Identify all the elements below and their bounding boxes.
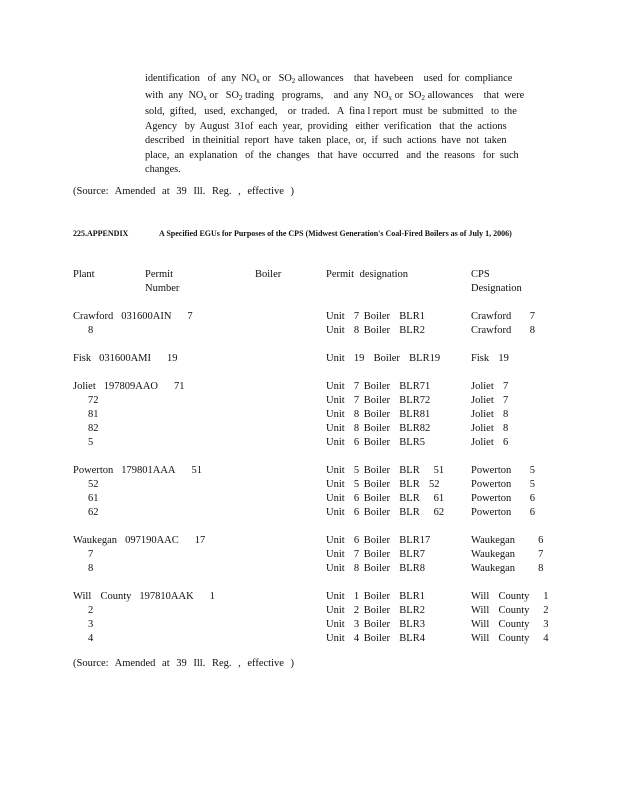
permit-designation: Unit 7 Boiler BLR7 [326, 549, 425, 560]
intro-paragraph [145, 72, 531, 178]
boiler-number: 2 [88, 605, 94, 616]
boiler-number: 4 [88, 633, 94, 644]
permit-designation: Unit 8 Boiler BLR82 [326, 423, 431, 434]
header-boiler: Boiler [255, 269, 282, 280]
boiler-number: 81 [88, 409, 99, 420]
paragraph-line [145, 105, 531, 120]
cps-designation: Joliet 7 [471, 381, 509, 392]
subscript: 2 [238, 93, 243, 102]
boiler-number: 7 [88, 549, 94, 560]
source-note-bottom: (Source: Amended at 39 Ill. Reg. , effective ) [73, 658, 295, 669]
boiler-number: 3 [88, 619, 94, 630]
permit-designation: Unit 3 Boiler BLR3 [326, 619, 425, 630]
boiler-number: 62 [88, 507, 99, 518]
paragraph-line [145, 72, 531, 89]
header-permit-line1: Permit [145, 269, 173, 280]
appendix-number: 225.APPENDIX [73, 229, 129, 238]
paragraph-text: trading programs, and any NO [242, 89, 389, 101]
paragraph-text: described in theinitial report have taken place, or, if such actions have not taken [145, 135, 507, 146]
header-cps-line2: Designation [471, 283, 522, 294]
permit-designation: Unit 8 Boiler BLR2 [326, 325, 425, 336]
paragraph-text: or SO [206, 89, 239, 101]
header-cps-line1: CPS [471, 269, 490, 280]
cps-designation: Fisk 19 [471, 353, 509, 364]
permit-designation: Unit 7 Boiler BLR72 [326, 395, 431, 406]
boiler-number: 52 [88, 479, 99, 490]
permit-number: 097190AAC [125, 535, 179, 546]
permit-designation: Unit 6 Boiler BLR17 [326, 535, 431, 546]
permit-designation: Unit 8 Boiler BLR8 [326, 563, 425, 574]
permit-designation: Unit 4 Boiler BLR4 [326, 633, 425, 644]
boiler-number: 82 [88, 423, 99, 434]
cps-designation: Crawford 7 [471, 311, 535, 322]
cps-designation: Joliet 7 [471, 395, 509, 406]
boiler-number: 7 [187, 311, 193, 322]
permit-designation: Unit 7 Boiler BLR1 [326, 311, 425, 322]
boiler-number: 17 [194, 535, 206, 546]
boiler-number: 5 [88, 437, 94, 448]
plant-name: Will County [73, 591, 132, 602]
plant-name: Powerton [73, 465, 114, 476]
boiler-number: 72 [88, 395, 99, 406]
boiler-number: 51 [191, 465, 202, 476]
paragraph-line [145, 163, 531, 178]
cps-designation: Will County 1 [471, 591, 549, 602]
permit-designation: Unit 19 Boiler BLR19 [326, 353, 441, 364]
paragraph-text: Agency by August 31of each year, providing either verification that the actions [145, 120, 507, 132]
permit-designation: Unit 5 Boiler BLR 51 [326, 465, 445, 476]
subscript: x [203, 93, 207, 102]
header-plant: Plant [73, 269, 95, 280]
permit-number: 197810AAK [139, 591, 194, 602]
boiler-number: 1 [209, 591, 215, 602]
permit-designation: Unit 5 Boiler BLR 52 [326, 479, 440, 490]
paragraph-line [145, 134, 531, 149]
cps-designation: Joliet 8 [471, 409, 509, 420]
cps-designation: Joliet 6 [471, 437, 509, 448]
permit-designation: Unit 6 Boiler BLR 61 [326, 493, 445, 504]
paragraph-text: allowances that havebeen used for compliance [295, 73, 513, 84]
boiler-number: 8 [88, 325, 94, 336]
cps-designation: Powerton 6 [471, 493, 535, 504]
paragraph-text: allowances that were [425, 89, 525, 101]
header-permit-designation: Permit designation [326, 269, 409, 280]
cps-designation: Waukegan 7 [471, 549, 544, 560]
permit-designation: Unit 2 Boiler BLR2 [326, 605, 425, 616]
cps-designation: Waukegan 6 [471, 535, 544, 546]
header-permit-line2: Number [145, 283, 180, 294]
plant-name: Fisk [73, 353, 92, 364]
paragraph-line [145, 89, 531, 106]
paragraph-line [145, 120, 531, 135]
cps-designation: Powerton 6 [471, 507, 535, 518]
paragraph-line [145, 149, 531, 164]
subscript: x [388, 93, 393, 102]
boiler-number: 61 [88, 493, 99, 504]
paragraph-text: changes. [145, 164, 181, 175]
source-note-top: (Source: Amended at 39 Ill. Reg. , effective ) [73, 186, 295, 197]
permit-designation: Unit 1 Boiler BLR1 [326, 591, 425, 602]
cps-designation: Will County 4 [471, 633, 549, 644]
permit-number: 031600AIN [121, 311, 172, 322]
subscript: 2 [291, 77, 296, 85]
cps-designation: Crawford 8 [471, 325, 535, 336]
permit-number: 197809AAO [103, 381, 158, 392]
appendix-title: A Specified EGUs for Purposes of the CPS (Midwest Generation's Coal-Fired Boilers as of July 1, 2006) [159, 229, 512, 238]
paragraph-text: identification of any NO [145, 73, 257, 84]
paragraph-text: place, an explanation of the changes that have occurred and the reasons for such [145, 149, 519, 161]
permit-designation: Unit 8 Boiler BLR81 [326, 409, 431, 420]
cps-designation: Will County 2 [471, 605, 549, 616]
permit-designation: Unit 6 Boiler BLR5 [326, 437, 425, 448]
paragraph-text: or SO [259, 73, 292, 84]
cps-designation: Waukegan 8 [471, 563, 544, 574]
cps-designation: Powerton 5 [471, 465, 535, 476]
boiler-number: 8 [88, 563, 94, 574]
permit-designation: Unit 6 Boiler BLR 62 [326, 507, 445, 518]
plant-name: Joliet [73, 381, 96, 392]
cps-designation: Powerton 5 [471, 479, 535, 490]
cps-designation: Joliet 8 [471, 423, 509, 434]
subscript: 2 [421, 93, 425, 102]
paragraph-text: with any NO [145, 89, 204, 101]
cps-designation: Will County 3 [471, 619, 549, 630]
subscript: x [256, 77, 260, 85]
boiler-number: 71 [174, 381, 185, 392]
paragraph-text: or SO [392, 89, 422, 101]
plant-name: Waukegan [73, 535, 118, 546]
plant-name: Crawford [73, 311, 114, 322]
permit-number: 031600AMI [99, 353, 152, 364]
permit-number: 179801AAA [121, 465, 176, 476]
permit-designation: Unit 7 Boiler BLR71 [326, 381, 431, 392]
boiler-number: 19 [167, 353, 178, 364]
paragraph-text: sold, gifted, used, exchanged, or traded. A fina l report must be submitted to the [145, 106, 517, 117]
